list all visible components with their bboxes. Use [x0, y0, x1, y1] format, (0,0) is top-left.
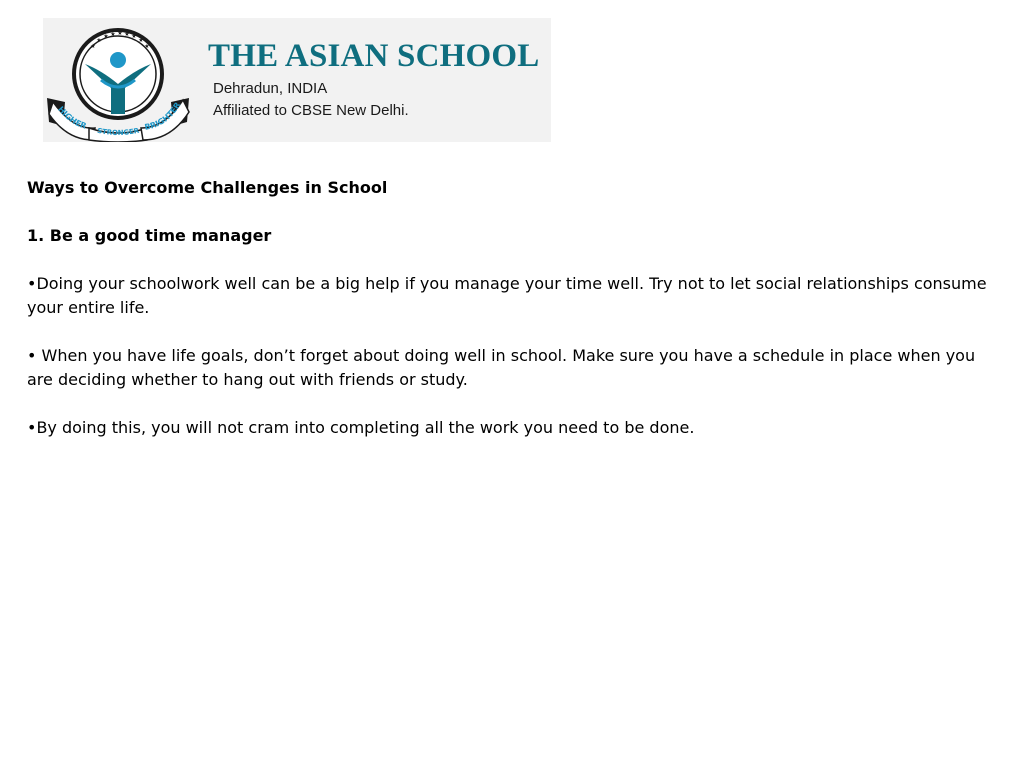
svg-text:★: ★ [103, 33, 109, 40]
svg-text:★: ★ [144, 43, 150, 50]
school-emblem-icon [43, 18, 203, 142]
svg-text:★: ★ [138, 37, 144, 44]
school-name: THE ASIAN SCHOOL [208, 38, 540, 74]
svg-text:★: ★ [117, 30, 123, 37]
bullet-paragraph: • When you have life goals, don’t forget about doing well in school. Make sure you have a schedule in place when you are deciding whether to hang out with friends or study. [27, 346, 976, 389]
bullet-paragraph: •Doing your schoolwork well can be a big help if you manage your time well. Try not to let social relationships consume your entire life. [27, 274, 987, 317]
svg-text:★: ★ [131, 33, 137, 40]
school-logo-banner [43, 18, 551, 142]
svg-text:★: ★ [90, 43, 96, 50]
motto-word-higher: HIGHER [56, 104, 88, 131]
article-body [27, 176, 1002, 464]
svg-text:★: ★ [124, 31, 130, 38]
bullet-paragraph: •By doing this, you will not cram into completing all the work you need to be done. [27, 418, 695, 437]
school-affiliation: Affiliated to CBSE New Delhi. [213, 102, 409, 119]
school-location: Dehradun, INDIA [213, 80, 328, 97]
article-subheading: 1. Be a good time manager [27, 226, 272, 245]
svg-text:STRONGER [96, 127, 140, 138]
motto-word-brighter: BRIGHTER [143, 100, 183, 132]
article-title: Ways to Overcome Challenges in School [27, 178, 388, 197]
svg-text:★: ★ [96, 37, 102, 44]
svg-text:★: ★ [110, 31, 116, 38]
motto-word-stronger: STRONGER [96, 126, 140, 138]
